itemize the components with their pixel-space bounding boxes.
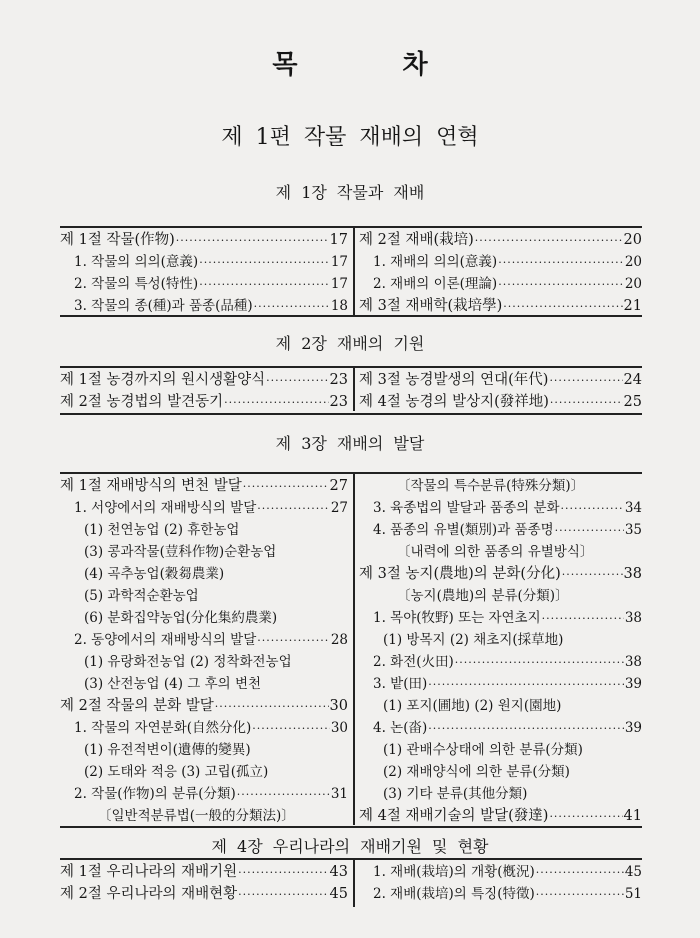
page-number: 17 bbox=[330, 276, 348, 292]
entry-title: (1) 방목지 (2) 채초지(採草地) bbox=[383, 632, 564, 648]
page-number: 38 bbox=[623, 566, 642, 582]
entry-title: (3) 산전농업 (4) 그 후의 변천 bbox=[84, 676, 262, 692]
dot-leader bbox=[215, 696, 329, 718]
column-divider bbox=[353, 227, 355, 315]
toc-entry bbox=[60, 739, 348, 761]
toc-section-entry bbox=[359, 229, 642, 251]
toc-section-entry bbox=[359, 369, 642, 391]
entry-title: 제 3절 농경발생의 연대(年代) bbox=[359, 372, 549, 388]
entry-title: (1) 천연농업 (2) 휴한농업 bbox=[84, 522, 240, 538]
dot-leader bbox=[257, 630, 330, 652]
entry-title: 4. 논(畓) bbox=[373, 720, 428, 736]
entry-title: (2) 재배양식에 의한 분류(分類) bbox=[383, 764, 570, 780]
entry-title: (1) 포지(圃地) (2) 원지(園地) bbox=[383, 698, 562, 714]
dot-leader bbox=[238, 884, 328, 906]
page-number: 45 bbox=[329, 886, 348, 902]
divider bbox=[60, 366, 642, 368]
toc-entry bbox=[359, 695, 642, 717]
toc-entry bbox=[60, 541, 348, 563]
entry-title: 3. 밭(田) bbox=[373, 676, 428, 692]
entry-title: 제 2절 재배(栽培) bbox=[359, 232, 474, 248]
dot-leader bbox=[199, 274, 330, 296]
page-number: 27 bbox=[329, 478, 348, 494]
entry-title: (2) 도태와 적응 (3) 고립(孤立) bbox=[84, 764, 269, 780]
dot-leader bbox=[549, 806, 622, 828]
entry-title: 〔내력에 의한 품종의 유별방식〕 bbox=[397, 544, 594, 560]
page-number: 30 bbox=[330, 720, 348, 736]
entry-title: 〔작물의 특수분류(特殊分類)〕 bbox=[397, 478, 585, 494]
page-number: 30 bbox=[329, 698, 348, 714]
toc-section-entry bbox=[60, 391, 348, 413]
page-number: 34 bbox=[624, 500, 642, 516]
entry-title: 〔농지(農地)의 분류(分類)〕 bbox=[397, 588, 569, 604]
entry-title: (1) 관배수상태에 의한 분류(分類) bbox=[383, 742, 583, 758]
toc-entry bbox=[60, 607, 348, 629]
chapter-left-column bbox=[60, 861, 348, 905]
entry-title: 〔일반적분류법(一般的分類法)〕 bbox=[98, 808, 295, 824]
page-number: 38 bbox=[624, 610, 642, 626]
toc-entry bbox=[359, 717, 642, 739]
dot-leader bbox=[238, 862, 328, 884]
toc-section-entry bbox=[60, 883, 348, 905]
entry-title: 4. 품종의 유별(類別)과 품종명 bbox=[373, 522, 554, 538]
toc-entry bbox=[359, 251, 642, 273]
entry-title: 제 1절 작물(作物) bbox=[60, 232, 175, 248]
divider bbox=[60, 226, 642, 228]
toc-entry bbox=[359, 585, 642, 607]
dot-leader bbox=[176, 230, 329, 252]
dot-leader bbox=[550, 392, 623, 414]
toc-entry bbox=[359, 607, 642, 629]
entry-title: 1. 서양에서의 재배방식의 발달 bbox=[74, 500, 257, 516]
toc-entry bbox=[60, 761, 348, 783]
entry-title: 제 3절 재배학(栽培學) bbox=[359, 298, 503, 314]
toc-entry bbox=[359, 861, 642, 883]
toc-entry bbox=[359, 883, 642, 905]
page-number: 23 bbox=[329, 372, 348, 388]
dot-leader bbox=[428, 674, 624, 696]
dot-leader bbox=[475, 230, 623, 252]
page-number: 35 bbox=[624, 522, 642, 538]
chapter-left-column bbox=[60, 229, 348, 317]
chapter-right-column bbox=[359, 229, 642, 317]
part-heading: 제 1편 작물 재배의 연혁 bbox=[221, 125, 479, 150]
toc-section-entry bbox=[359, 563, 642, 585]
page-number: 31 bbox=[330, 786, 348, 802]
entry-title: 1. 작물의 자연분화(自然分化) bbox=[74, 720, 252, 736]
toc-section-entry bbox=[60, 475, 348, 497]
entry-title: 3. 육종법의 발달과 품종의 분화 bbox=[373, 500, 560, 516]
page-number: 20 bbox=[623, 232, 642, 248]
column-divider bbox=[353, 473, 355, 825]
toc-section-entry bbox=[359, 391, 642, 413]
dot-leader bbox=[498, 252, 624, 274]
dot-leader bbox=[536, 862, 624, 884]
page-number: 23 bbox=[329, 394, 348, 410]
entry-title: 제 2절 우리나라의 재배현황 bbox=[60, 886, 238, 902]
entry-title: (3) 콩과작물(荳科作物)순환농업 bbox=[84, 544, 277, 560]
dot-leader bbox=[555, 520, 624, 542]
page-number: 51 bbox=[624, 886, 642, 902]
dot-leader bbox=[266, 370, 328, 392]
page-number: 24 bbox=[623, 372, 642, 388]
dot-leader bbox=[428, 718, 624, 740]
entry-title: 2. 작물(作物)의 분류(分類) bbox=[74, 786, 236, 802]
entry-title: 3. 작물의 종(種)과 품종(品種) bbox=[74, 298, 253, 314]
toc-entry bbox=[359, 273, 642, 295]
entry-title: 2. 작물의 특성(特性) bbox=[74, 276, 199, 292]
entry-title: 제 1절 농경까지의 원시생활양식 bbox=[60, 372, 266, 388]
page-number: 17 bbox=[329, 232, 348, 248]
page-number: 21 bbox=[623, 298, 642, 314]
toc-entry bbox=[359, 783, 642, 805]
page-number: 41 bbox=[623, 808, 642, 824]
chapter-heading: 제 3장 재배의 발달 bbox=[275, 434, 425, 453]
toc-entry bbox=[359, 629, 642, 651]
entry-title: (6) 분화집약농업(分化集約農業) bbox=[84, 610, 278, 626]
entry-title: 1. 목야(牧野) 또는 자연초지 bbox=[373, 610, 541, 626]
divider bbox=[60, 826, 642, 828]
toc-entry bbox=[359, 651, 642, 673]
entry-title: 제 1절 재배방식의 변천 발달 bbox=[60, 478, 242, 494]
toc-section-entry bbox=[60, 861, 348, 883]
toc-entry bbox=[359, 541, 642, 563]
page-number: 38 bbox=[624, 654, 642, 670]
divider bbox=[60, 315, 642, 317]
entry-title: (1) 유전적변이(遺傳的變異) bbox=[84, 742, 251, 758]
dot-leader bbox=[237, 784, 330, 806]
entry-title: 제 2절 작물의 분화 발달 bbox=[60, 698, 214, 714]
entry-title: (4) 곡추농업(穀芻農業) bbox=[84, 566, 225, 582]
toc-entry bbox=[359, 673, 642, 695]
toc-entry bbox=[60, 273, 348, 295]
divider bbox=[60, 472, 642, 474]
entry-title: 2. 재배의 이론(理論) bbox=[373, 276, 498, 292]
entry-title: 제 2절 농경법의 발견동기 bbox=[60, 394, 224, 410]
column-divider bbox=[353, 367, 355, 411]
dot-leader bbox=[224, 392, 328, 414]
page-number: 45 bbox=[624, 864, 642, 880]
page-number: 20 bbox=[624, 276, 642, 292]
chapter-left-column bbox=[60, 475, 348, 827]
chapter-right-column bbox=[359, 861, 642, 905]
dot-leader bbox=[542, 608, 624, 630]
toc-entry bbox=[60, 497, 348, 519]
toc-entry bbox=[60, 673, 348, 695]
entry-title: 2. 재배(栽培)의 특징(特徵) bbox=[373, 886, 535, 902]
toc-entry bbox=[60, 629, 348, 651]
chapter-right-column bbox=[359, 475, 642, 827]
entry-title: 제 4절 재배기술의 발달(發達) bbox=[359, 808, 549, 824]
toc-entry bbox=[60, 585, 348, 607]
toc-entry bbox=[60, 295, 348, 317]
toc-entry bbox=[359, 739, 642, 761]
chapter-right-column bbox=[359, 369, 642, 413]
dot-leader bbox=[199, 252, 330, 274]
page-number: 25 bbox=[623, 394, 642, 410]
dot-leader bbox=[257, 498, 330, 520]
dot-leader bbox=[536, 884, 624, 906]
dot-leader bbox=[252, 718, 330, 740]
entry-title: 1. 작물의 의의(意義) bbox=[74, 254, 199, 270]
page-number: 39 bbox=[624, 720, 642, 736]
toc-entry bbox=[359, 475, 642, 497]
page-number: 43 bbox=[329, 864, 348, 880]
page-number: 27 bbox=[330, 500, 348, 516]
dot-leader bbox=[549, 370, 622, 392]
toc-entry bbox=[359, 519, 642, 541]
chapter-heading: 제 1장 작물과 재배 bbox=[275, 183, 425, 202]
entry-title: (1) 유랑화전농업 (2) 정착화전농업 bbox=[84, 654, 292, 670]
page-number: 39 bbox=[624, 676, 642, 692]
toc-entry bbox=[60, 563, 348, 585]
toc-entry bbox=[60, 805, 348, 827]
toc-section-entry bbox=[60, 695, 348, 717]
entry-title: 2. 동양에서의 재배방식의 발달 bbox=[74, 632, 257, 648]
dot-leader bbox=[561, 498, 624, 520]
toc-entry bbox=[60, 783, 348, 805]
dot-leader bbox=[562, 564, 623, 586]
dot-leader bbox=[498, 274, 624, 296]
toc-section-entry bbox=[359, 295, 642, 317]
entry-title: 1. 재배의 의의(意義) bbox=[373, 254, 498, 270]
chapter-heading: 제 4장 우리나라의 재배기원 및 현황 bbox=[211, 837, 489, 856]
page-number: 28 bbox=[330, 632, 348, 648]
page-number: 20 bbox=[624, 254, 642, 270]
entry-title: 제 4절 농경의 발상지(發祥地) bbox=[359, 394, 549, 410]
toc-entry bbox=[60, 519, 348, 541]
divider bbox=[60, 413, 642, 415]
toc-title: 목 차 bbox=[272, 50, 476, 80]
page-number: 17 bbox=[330, 254, 348, 270]
chapter-heading: 제 2장 재배의 기원 bbox=[275, 334, 425, 353]
toc-entry bbox=[359, 761, 642, 783]
entry-title: 1. 재배(栽培)의 개황(槪況) bbox=[373, 864, 535, 880]
entry-title: (5) 과학적순환농업 bbox=[84, 588, 199, 604]
chapter-left-column bbox=[60, 369, 348, 413]
toc-section-entry bbox=[60, 369, 348, 391]
column-divider bbox=[353, 859, 355, 907]
page-number: 18 bbox=[330, 298, 348, 314]
entry-title: (3) 기타 분류(其他分類) bbox=[383, 786, 528, 802]
entry-title: 제 3절 농지(農地)의 분화(分化) bbox=[359, 566, 561, 582]
dot-leader bbox=[243, 476, 329, 498]
entry-title: 제 1절 우리나라의 재배기원 bbox=[60, 864, 238, 880]
toc-section-entry bbox=[60, 229, 348, 251]
entry-title: 2. 화전(火田) bbox=[373, 654, 454, 670]
toc-entry bbox=[359, 497, 642, 519]
toc-entry bbox=[60, 251, 348, 273]
toc-entry bbox=[60, 717, 348, 739]
toc-section-entry bbox=[359, 805, 642, 827]
divider bbox=[60, 858, 642, 860]
dot-leader bbox=[455, 652, 624, 674]
toc-entry bbox=[60, 651, 348, 673]
